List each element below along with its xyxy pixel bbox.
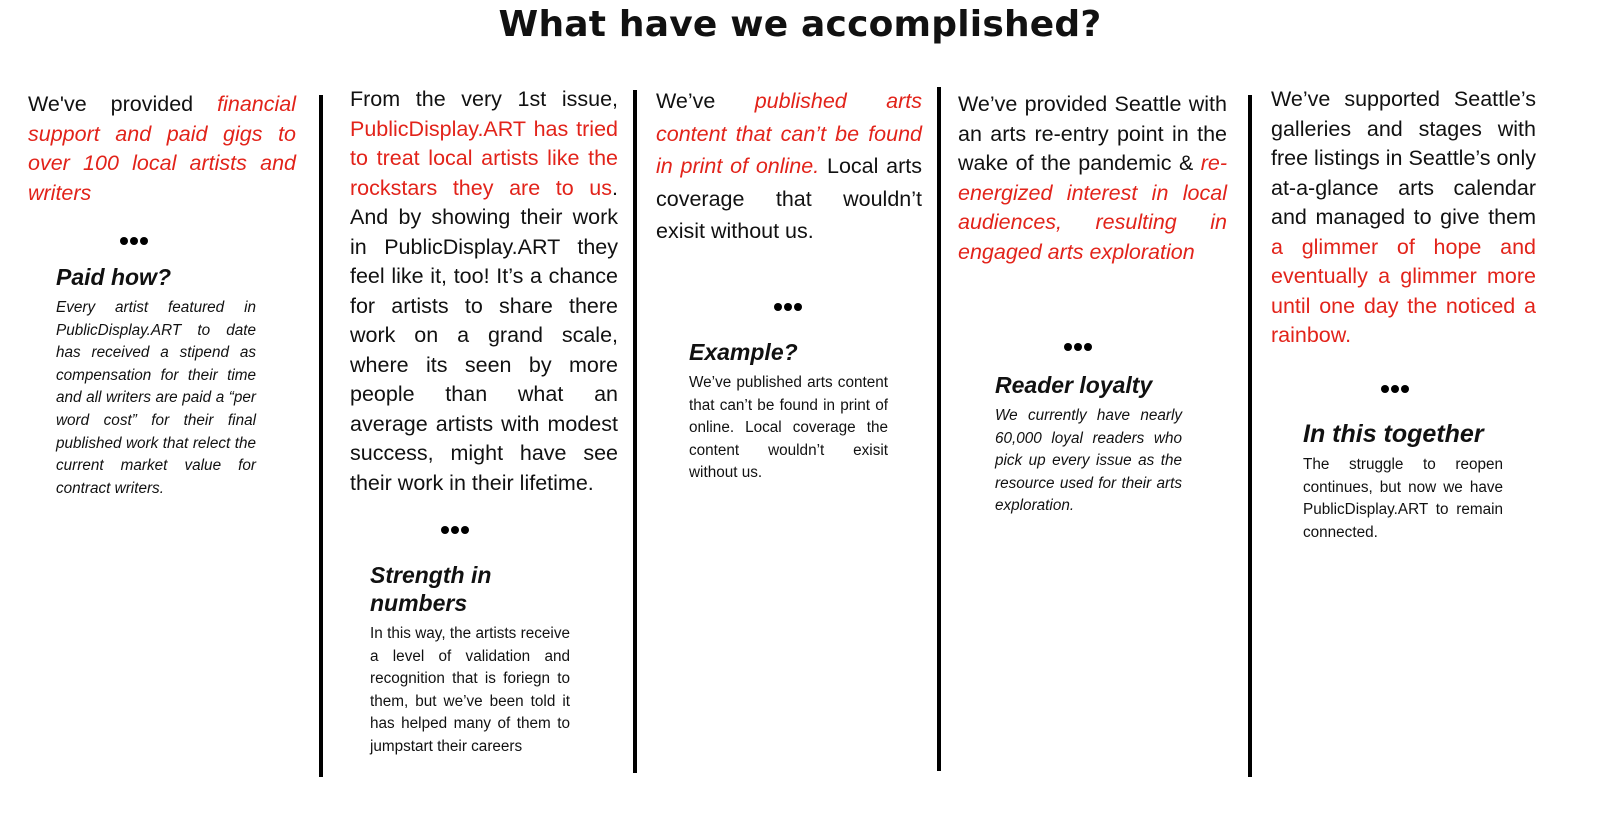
column-3-subheading: Example? (689, 339, 798, 365)
column-5-subtext: The struggle to reopen continues, but now we have PublicDisplay.ART to remain connected. (1303, 456, 1503, 541)
column-3-lead (656, 85, 922, 248)
column-4-lead-part-1: We’ve provided Seattle with an arts re-entry point in the wake of the pandemic & (958, 92, 1227, 175)
column-1-lead (28, 90, 296, 208)
column-1-subtext: Every artist featured in PublicDisplay.ART to date has received a stipend as compensation for their time and all writers are paid a “per word cost” for their final published work that relect the current market value for contract writers. (56, 299, 256, 497)
column-3-lead-part-1: We’ve (656, 89, 755, 113)
column-1-ellipsis-icon (120, 237, 148, 245)
column-2-lead (350, 85, 618, 498)
column-3-lead-highlight: published arts content that can’t be found in print of online. (656, 89, 922, 178)
column-5-subsection (1303, 420, 1503, 544)
column-divider-1 (319, 95, 323, 777)
column-5-ellipsis-icon (1381, 385, 1409, 393)
column-2-ellipsis-icon (441, 526, 469, 534)
column-5-subheading: In this together (1303, 420, 1484, 448)
column-3-lead-part-3: Local arts coverage that wouldn’t exisit without us. (656, 154, 923, 243)
column-2-lead-part-1: From the very 1st issue, (350, 87, 618, 111)
column-2-lead-part-3: . And by showing their work in PublicDisplay.ART they feel like it, too! It’s a chance for artists to share there work on a grand scale, where its seen by more people than what an average artists with modest success, might have see their work in their lifetime. (350, 175, 618, 495)
column-4 (958, 90, 1227, 267)
column-5-lead-highlight: a glimmer of hope and eventually a glimmer more until one day the noticed a rainbow. (1271, 234, 1536, 347)
column-3-ellipsis-icon (774, 303, 802, 311)
column-1 (28, 90, 296, 208)
column-divider-2 (633, 90, 637, 773)
column-1-lead-highlight: financial support and paid gigs to over 100 local artists and writers (28, 92, 296, 205)
column-2-subsection (370, 561, 570, 759)
column-1-subheading: Paid how? (56, 264, 171, 290)
column-5-lead (1271, 85, 1536, 351)
column-4-subsection (995, 371, 1182, 518)
column-2 (350, 85, 618, 498)
column-3 (656, 85, 922, 248)
column-1-subsection (56, 263, 256, 500)
column-4-lead (958, 90, 1227, 267)
column-1-lead-part-1: We've provided (28, 92, 218, 116)
column-3-subsection (689, 338, 888, 485)
column-2-lead-highlight: PublicDisplay.ART has tried to treat local artists like the rockstars they are to us (350, 116, 618, 200)
column-3-subtext: We’ve published arts content that can’t be found in print of online. Local coverage the content wouldn’t exisit without us. (689, 374, 888, 482)
page-title: What have we accomplished? (498, 4, 1102, 45)
column-2-subtext: In this way, the artists receive a level of validation and recognition that is foriegn to them, but we’ve been told it has helped many of them to jumpstart their careers (370, 625, 570, 755)
column-divider-4 (1248, 95, 1252, 777)
column-4-subtext: We currently have nearly 60,000 loyal readers who pick up every issue as the resource used for their arts exploration. (995, 407, 1182, 515)
column-5-lead-part-1: We’ve supported Seattle’s galleries and stages with free listings in Seattle’s only at-a-glance arts calendar and managed to give them (1271, 87, 1536, 229)
column-2-subheading: Strength in numbers (370, 562, 492, 616)
column-4-lead-highlight: re-energized interest in local audiences, resulting in engaged arts exploration (958, 151, 1227, 264)
column-5 (1271, 85, 1536, 351)
column-4-ellipsis-icon (1064, 343, 1092, 351)
column-4-subheading: Reader loyalty (995, 372, 1153, 398)
column-divider-3 (937, 87, 941, 771)
